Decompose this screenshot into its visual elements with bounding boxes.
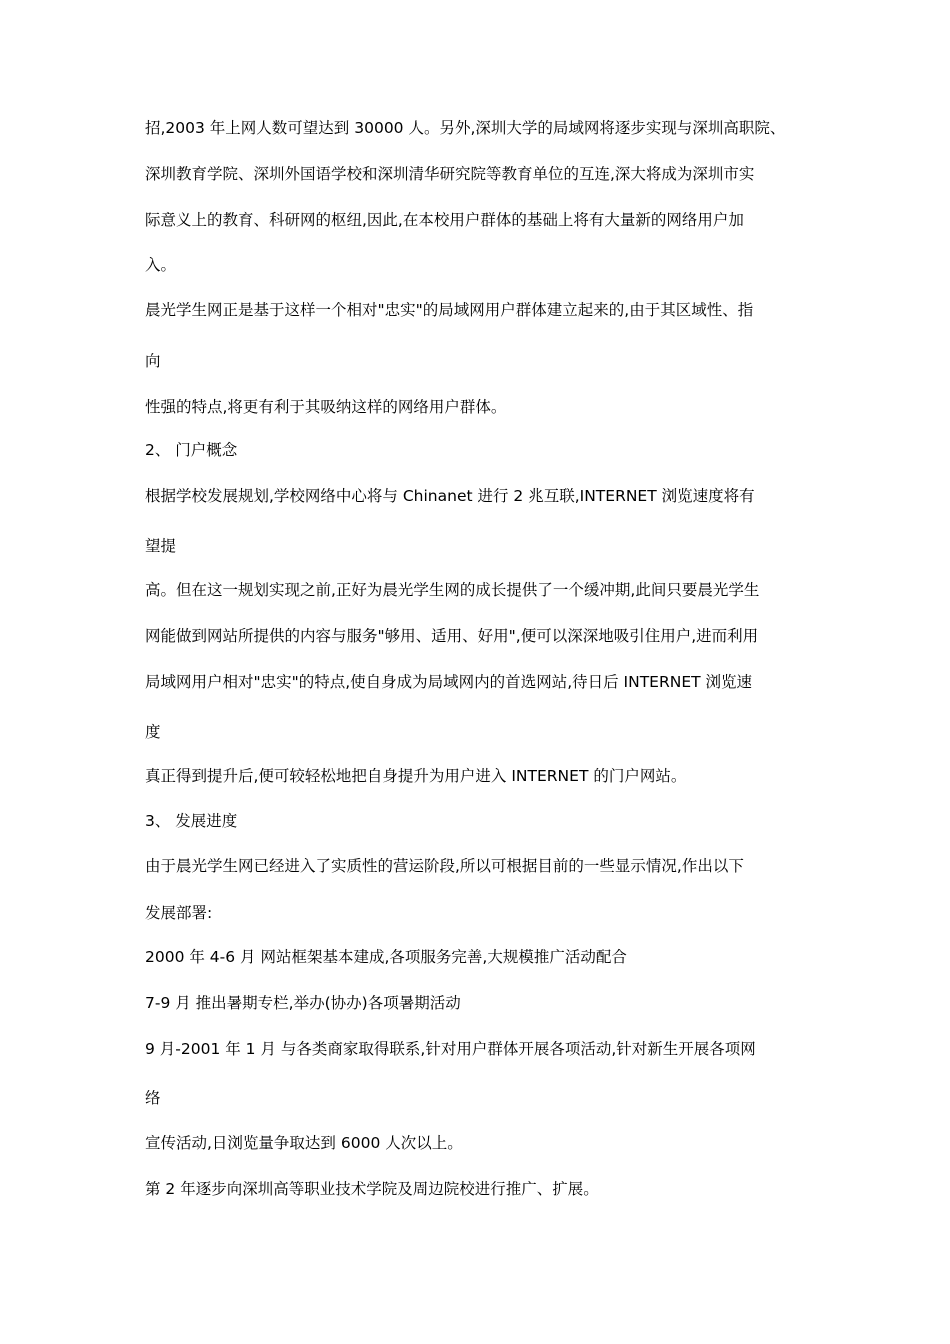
- section-heading: 3、 发展进度: [145, 812, 238, 830]
- paragraph-line: 向: [145, 352, 161, 370]
- paragraph-line: 际意义上的教育、科研网的枢纽,因此,在本校用户群体的基础上将有大量新的网络用户加: [145, 211, 744, 229]
- schedule-line: 7-9 月 推出暑期专栏,举办(协办)各项暑期活动: [145, 994, 461, 1012]
- paragraph-line: 网能做到网站所提供的内容与服务"够用、适用、好用",便可以深深地吸引住用户,进而利用: [145, 627, 759, 645]
- paragraph-line: 络: [145, 1089, 161, 1107]
- paragraph-line: 入。: [145, 256, 177, 274]
- paragraph-line: 望提: [145, 537, 177, 555]
- schedule-line: 9 月-2001 年 1 月 与各类商家取得联系,针对用户群体开展各项活动,针对新生开展各项网: [145, 1040, 756, 1058]
- section-heading: 2、 门户概念: [145, 441, 238, 459]
- paragraph-line: 发展部署:: [145, 904, 213, 922]
- paragraph-line: 高。但在这一规划实现之前,正好为晨光学生网的成长提供了一个缓冲期,此间只要晨光学生: [145, 581, 760, 599]
- paragraph-line: 由于晨光学生网已经进入了实质性的营运阶段,所以可根据目前的一些显示情况,作出以下: [145, 857, 744, 875]
- paragraph-line: 度: [145, 723, 161, 741]
- paragraph-line: 性强的特点,将更有利于其吸纳这样的网络用户群体。: [145, 398, 507, 416]
- paragraph-line: 晨光学生网正是基于这样一个相对"忠实"的局域网用户群体建立起来的,由于其区域性、指: [145, 301, 754, 319]
- paragraph-line: 局域网用户相对"忠实"的特点,使自身成为局域网内的首选网站,待日后 INTERNET 浏览速: [145, 673, 753, 691]
- schedule-line: 2000 年 4-6 月 网站框架基本建成,各项服务完善,大规模推广活动配合: [145, 948, 627, 966]
- paragraph-line: 真正得到提升后,便可较轻松地把自身提升为用户进入 INTERNET 的门户网站。: [145, 767, 687, 785]
- paragraph-line: 第 2 年逐步向深圳高等职业技术学院及周边院校进行推广、扩展。: [145, 1180, 599, 1198]
- paragraph-line: 宣传活动,日浏览量争取达到 6000 人次以上。: [145, 1134, 463, 1152]
- paragraph-line: 招,2003 年上网人数可望达到 30000 人。另外,深圳大学的局域网将逐步实现与深圳高职院、: [145, 119, 786, 137]
- paragraph-line: 根据学校发展规划,学校网络中心将与 Chinanet 进行 2 兆互联,INTERNET 浏览速度将有: [145, 487, 755, 505]
- paragraph-line: 深圳教育学院、深圳外国语学校和深圳清华研究院等教育单位的互连,深大将成为深圳市实: [145, 165, 755, 183]
